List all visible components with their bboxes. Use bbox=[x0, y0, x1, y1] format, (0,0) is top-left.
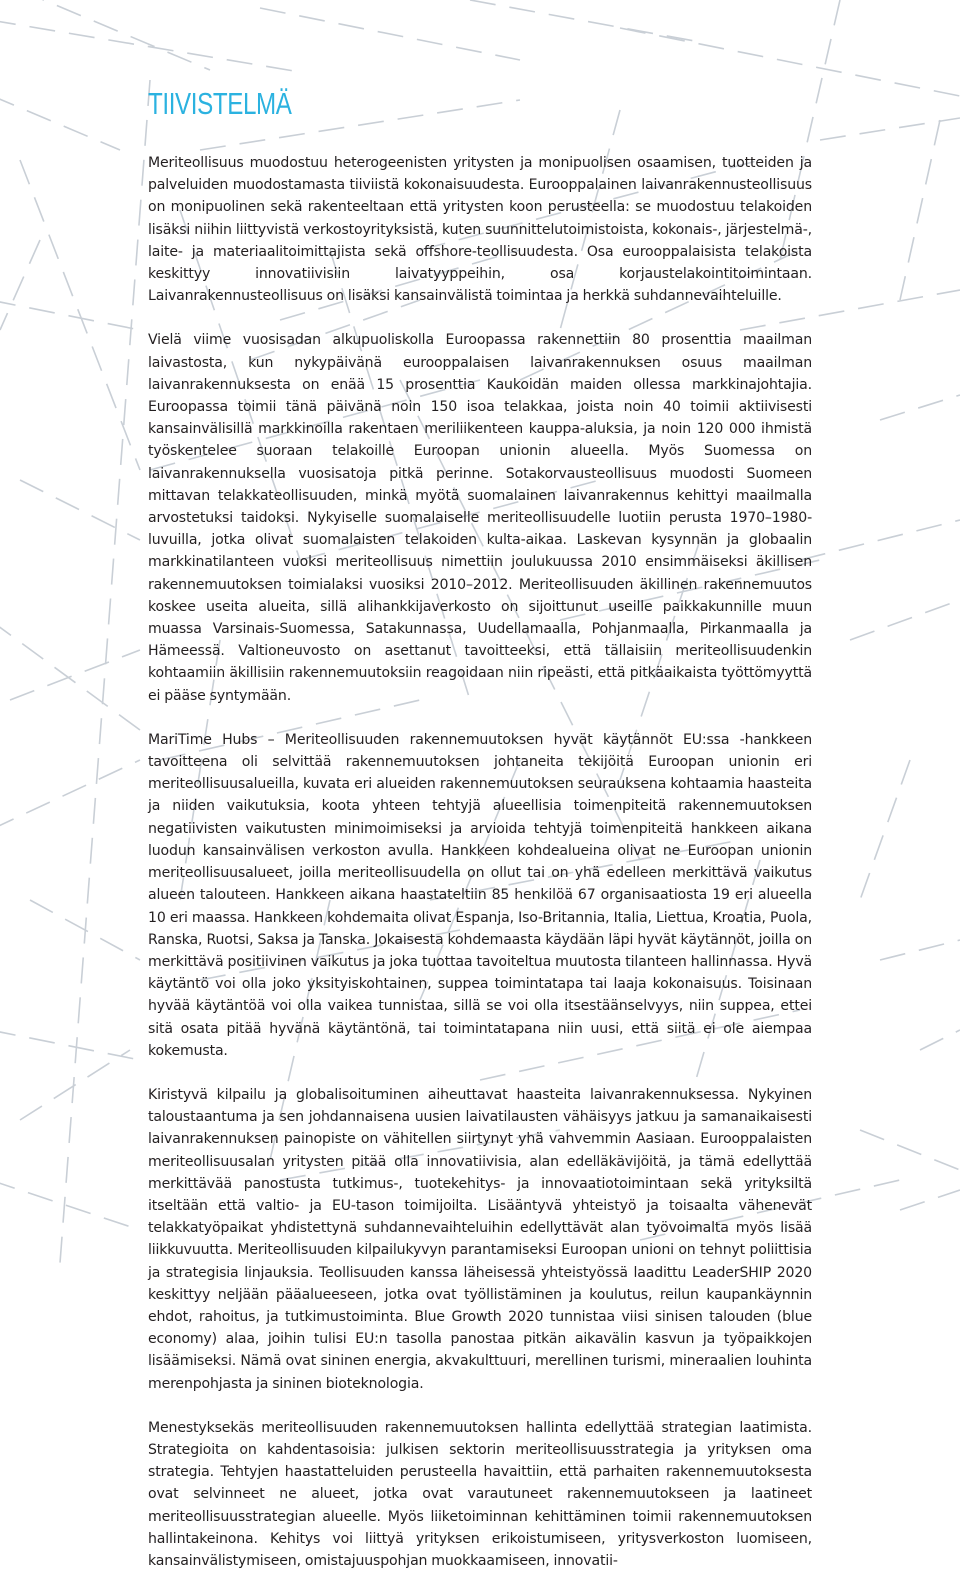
paragraph-2: Vielä viime vuosisadan alkupuoliskolla Euroopassa rakennettiin 80 prosenttia maailman laivastosta, kun nykypäivänä eurooppalaisen laivanrakennuksen osuus maailman laivanrakennuksesta on enää 15 prosenttia Kaukoidän maiden ollessa markkinajohtajia. Euroopassa toimii tänä päivänä noin 150 isoa telakkaa, joista noin 40 toimii aktiivisesti kansainvälisillä markkinoilla rakentaen meriliikenteen kauppa-aluksia, ja noin 120 000 ihmistä työskentelee suoraan telakoille Euroopan unionin alueella. Myös Suomessa on laivanrakennuksella vuosisatoja pitkä perinne. Sotakorvausteollisuus muodosti Suomeen mittavan telakkateollisuuden, minkä myötä suomalainen laivanrakennus kehittyi maailmalla arvostetuksi taidoksi. Nykyiselle suomalaiselle meriteollisuudelle luotiin perusta 1970–1980-luvuilla, jotka olivat suomalaisten telakoiden kulta-aikaa. Laskevan kysynnän ja globaalin markkinatilanteen vuoksi meriteollisuus nimettiin joulukuussa 2010 ensimmäiseksi äkillisen rakennemuutoksen toimialaksi vuosiksi 2010–2012. Meriteollisuuden äkillinen rakennemuutos koskee useita alueita, sillä alihankkijaverkosto on sijoittunut useille paikkakunnille muun muassa Varsinais-Suomessa, Satakunnassa, Uudellamaalla, Pohjanmaalla, Pirkanmaalla ja Hämeessä. Valtioneuvosto on asettanut tavoitteeksi, että tällaisiin meriteollisuudenkin kohtaamiin äkillisiin rakennemuutoksiin reagoidaan niin ripeästi, että pitkäaikaista työttömyyttä ei pääse syntymään. bbox=[148, 332, 812, 704]
paragraph-4: Kiristyvä kilpailu ja globalisoituminen aiheuttavat haasteita laivanrakennuksessa. Nykyinen taloustaantuma ja sen johdannaisena uusien laivatilausten vähäisyys jatkuu ja samanaikaisesti laivanrakennuksen painopiste on vähitellen siirtynyt yhä vahvemmin Aasiaan. Eurooppalaisten meriteollisuusalan yritysten pitää olla innovatiivisia, alan edelläkävijöitä, ja tämä edellyttää merkittävää panostusta tutkimus-, tuotekehitys- ja innovaatiotoimintaan sekä yrityksiltä itseltään että valtio- ja EU-tason toimijoilta. Lisääntyvä yhteistyö ja toisaalta vähenevät telakkatyöpaikat yhdistettynä suhdannevaihteluihin edellyttävät alan työvoimalta myös lisää liikkuvuutta. Meriteollisuuden kilpailukyvyn parantamiseksi Euroopan unioni on tehnyt poliittisia ja strategisia linjauksia. Teollisuuden kanssa läheisessä yhteistyössä laadittu LeaderSHIP 2020 keskittyy neljään pääalueeseen, jotka ovat työllistäminen ja koulutus, reilun kaupankäynnin ehdot, rahoitus, ja tutkimustoiminta. Blue Growth 2020 tunnistaa viisi sinisen talouden (blue economy) alaa, joihin tulisi EU:n tasolla panostaa pitkän aikavälin kasvun ja työpaikkojen lisäämiseksi. Nämä ovat sininen energia, akvakulttuuri, merellinen turismi, mineraalien louhinta merenpohjasta ja sininen bioteknologia. bbox=[148, 1086, 812, 1392]
paragraph-1: Meriteollisuus muodostuu heterogeenisten yritysten ja monipuolisen osaamisen, tuotteiden ja palveluiden muodostamasta tiiviistä kokonaisuudesta. Eurooppalainen laivanrakennusteollisuus on monipuolinen sekä rakenteeltaan että yritysten koon perusteella: se muodostuu telakoiden lisäksi niihin liittyvistä verkostoyrityksistä, kuten suunnittelutoimistoista, kokonais-, järjestelmä-, laite- ja materiaalitoimittajista sekä offshore-teollisuudesta. Osa eurooppalaisista telakoista keskittyy innovatiivisiin laivatyyppeihin, osa korjaustelakointitoimintaan. Laivanrakennusteollisuus on lisäksi kansainvälistä toimintaa ja herkkä suhdannevaihteluille. bbox=[148, 155, 812, 305]
body-text bbox=[148, 152, 812, 1594]
paragraph-3: MariTime Hubs – Meriteollisuuden rakennemuutoksen hyvät käytännöt EU:ssa -hankkeen tavoitteena oli selvittää rakennemuutoksen johtaneita tekijöitä Euroopan unionin eri meriteollisuusalueilla, kuvata eri alueiden rakennemuutoksen seurauksena kohtaamia haasteita ja niiden vaikutuksia, koota yhteen tehtyjä alueellisia toimenpiteitä rakennemuutoksen negatiivisten vaikutusten minimoimiseksi ja arvioida tehtyjä toimenpiteitä hankkeen aikana luodun kansainvälisen verkoston avulla. Hankkeen kohdealueina olivat ne Euroopan unionin meriteollisuusalueet, joilla meriteollisuudella on ollut tai on yhä edelleen merkittävä vaikutus alueen talouteen. Hankkeen aikana haastateltiin 85 henkilöä 67 organisaatiosta 19 eri alueella 10 eri maassa. Hankkeen kohdemaita olivat Espanja, Iso-Britannia, Italia, Liettua, Kroatia, Puola, Ranska, Ruotsi, Saksa ja Tanska. Jokaisesta kohdemaasta käydään läpi hyvät käytännöt, joilla on merkittävä positiivinen vaikutus ja joka tuottaa tavoiteltua muutosta tilanteen hallinnassa. Hyvä käytäntö voi olla joko yksityiskohtainen, suppea toimintatapa tai laaja kokonaisuus. Toisinaan hyvää käytäntöä voi olla vaikea tunnistaa, sillä se voi olla itsestäänselvyys, niin suppea, ettei sitä osata pitää hyvänä käytäntönä, tai toimintatapana niin uusi, että siitä ei ole aiempaa kokemusta. bbox=[148, 731, 812, 1059]
paragraph-5: Menestyksekäs meriteollisuuden rakennemuutoksen hallinta edellyttää strategian laatimista. Strategioita on kahdentasoisia: julkisen sektorin meriteollisuusstrategia ja yrityksen oma strategia. Tehtyjen haastatteluiden perusteella havaittiin, että parhaiten rakennemuutoksesta ovat selvinneet ne alueet, jotka ovat varautuneet rakennemuutokseen ja laatineet meriteollisuusstrategian alueelle. Myös liiketoiminnan kehittäminen toimii rakennemuutoksen hallintakeinona. Kehitys voi liittyä yrityksen erikoistumiseen, yritysverkoston luomiseen, kansainvälistymiseen, omistajuuspohjan muokkaamiseen, innovatii- bbox=[148, 1419, 812, 1569]
page-title: TIIVISTELMÄ bbox=[148, 86, 292, 121]
